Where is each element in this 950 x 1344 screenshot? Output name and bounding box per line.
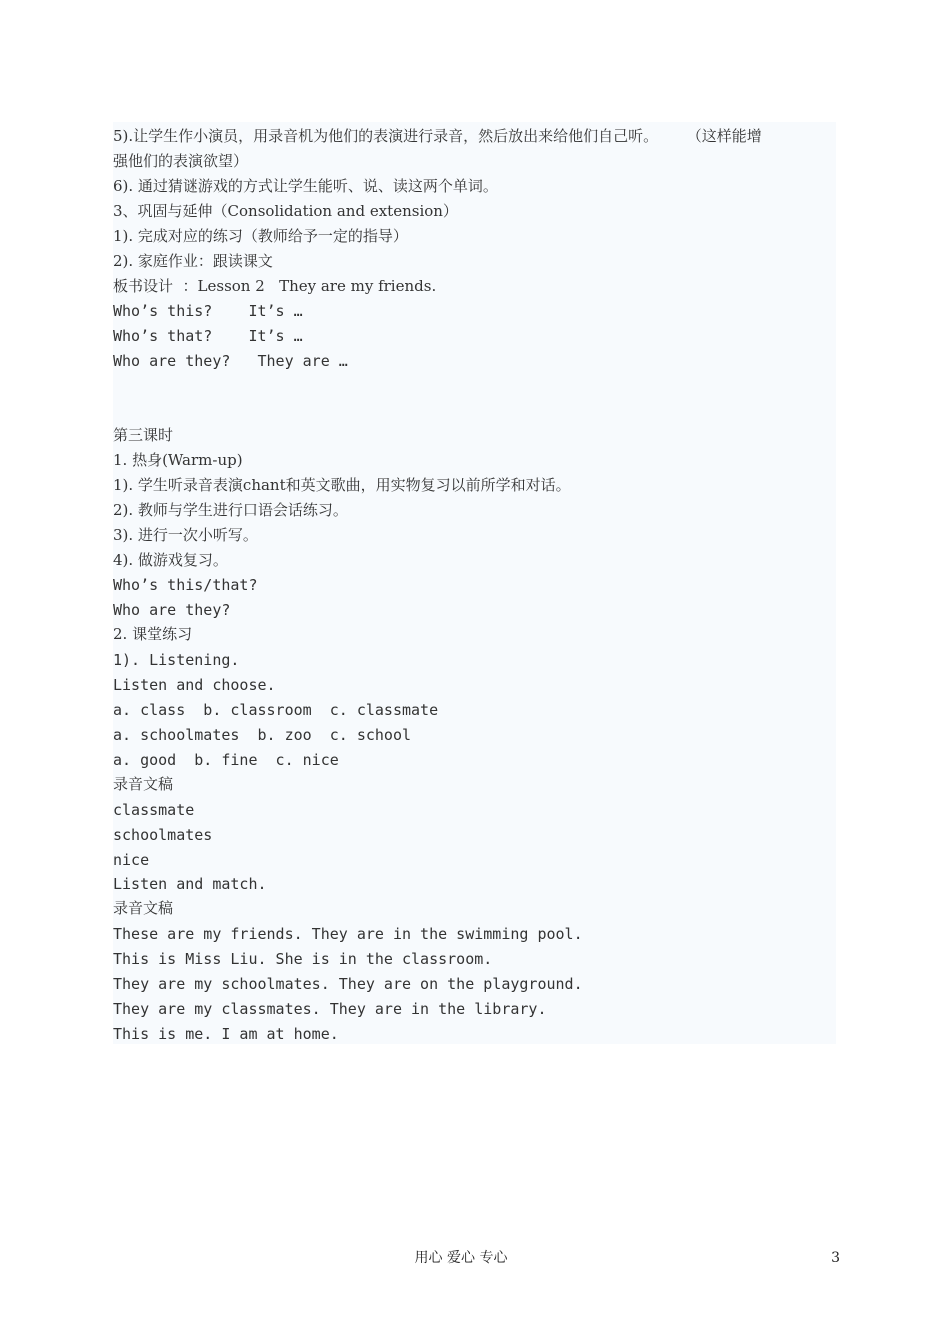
- text-line: 2). 教师与学生进行口语会话练习。: [113, 501, 348, 519]
- text-line: This is me. I am at home.: [113, 1025, 339, 1043]
- text-line: schoolmates: [113, 826, 213, 844]
- text-line: Who’s this/that?: [113, 576, 258, 594]
- text-line: Who’s that? It’s …: [113, 327, 303, 345]
- text-line: 1). Listening.: [113, 651, 240, 669]
- text-line: 3). 进行一次小听写。: [113, 526, 258, 544]
- page-number: 3: [831, 1250, 840, 1266]
- section-heading: 第三课时: [113, 426, 174, 444]
- text-line: They are my schoolmates. They are on the playground.: [113, 975, 583, 993]
- text-line: 录音文稿: [113, 775, 174, 793]
- text-line: a. good b. fine c. nice: [113, 751, 339, 769]
- text-line: 2. 课堂练习: [113, 625, 193, 643]
- text-line: This is Miss Liu. She is in the classroom.: [113, 950, 493, 968]
- text-line: 6). 通过猜谜游戏的方式让学生能听、说、读这两个单词。: [113, 177, 498, 195]
- text-line: Listen and choose.: [113, 676, 276, 694]
- text-line: They are my classmates. They are in the library.: [113, 1000, 547, 1018]
- text-line: Who’s this? It’s …: [113, 302, 303, 320]
- text-line: Listen and match.: [113, 875, 267, 893]
- text-line: 板书设计 ：Lesson 2 They are my friends.: [113, 277, 437, 295]
- text-line: 4). 做游戏复习。: [113, 551, 228, 569]
- text-line: 2). 家庭作业：跟读课文: [113, 252, 273, 270]
- text-line: 录音文稿: [113, 899, 174, 917]
- text-line: Who are they? They are …: [113, 352, 348, 370]
- text-line: nice: [113, 851, 150, 869]
- text-line: a. schoolmates b. zoo c. school: [113, 726, 412, 744]
- text-line: a. class b. classroom c. classmate: [113, 701, 439, 719]
- text-line: 5).让学生作小演员，用录音机为他们的表演进行录音，然后放出来给他们自己听。 （这样能增: [113, 127, 762, 145]
- text-line: classmate: [113, 801, 195, 819]
- text-line: These are my friends. They are in the swimming pool.: [113, 925, 583, 943]
- footer-motto: 用心 爱心 专心: [414, 1250, 508, 1266]
- text-line: Who are they?: [113, 601, 231, 619]
- text-line: 强他们的表演欲望）: [113, 152, 249, 170]
- text-line: 3、巩固与延伸（Consolidation and extension）: [113, 202, 458, 220]
- text-line: 1). 学生听录音表演chant和英文歌曲，用实物复习以前所学和对话。: [113, 476, 571, 494]
- text-line: 1). 完成对应的练习（教师给予一定的指导）: [113, 227, 408, 245]
- text-line: 1. 热身(Warm-up): [113, 451, 243, 469]
